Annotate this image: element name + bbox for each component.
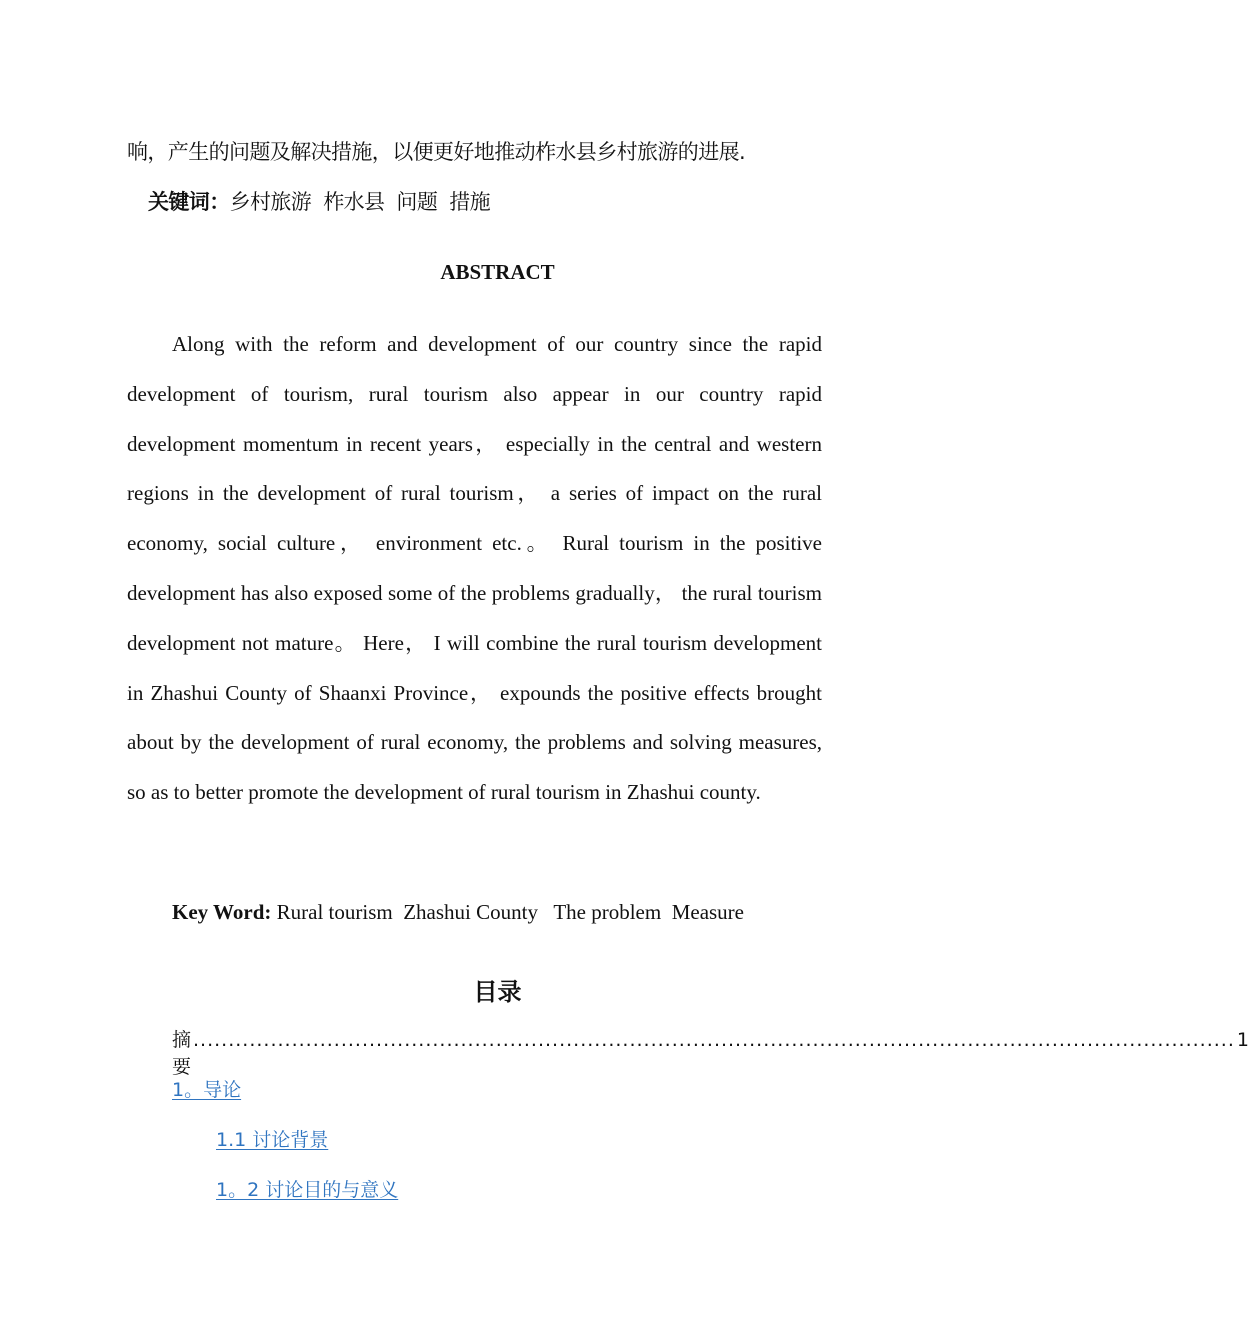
abstract-heading: ABSTRACT [440,260,555,284]
chinese-keyword: 乡村旅游 [229,190,312,214]
abstract-body: Along with the reform and development of our country since the rapid development of tourism, rural tourism also appear in our country rapid development momentum in recent years， especially in the central and western regions in the development of rural tourism， a series of impact on the rural economy, social culture， environment etc.。 Rural tourism in the positive development has also exposed some of the problems gradually， the rural tourism development not mature。 Here， I will combine the rural tourism development in Zhashui County of Shaanxi Province， expounds the positive effects brought about by the development of rural economy, the problems and solving measures, so as to better promote the development of rural tourism in Zhashui county. [127,332,822,805]
chinese-keywords-label: 关键词： [148,190,230,214]
chinese-keyword: 柞水县 [323,190,385,214]
toc-heading: 目录 [473,978,522,1006]
chinese-keyword: 问题 [396,190,438,214]
toc-link-background[interactable]: 1.1 讨论背景 [216,1129,329,1151]
toc-leader-dots: .................................................................................................................................................... [193,1029,1235,1051]
chinese-keywords [148,186,490,216]
toc-entry-page: 1 [1236,1029,1249,1051]
english-keywords [172,900,744,925]
chinese-abstract-last-line: 响，产生的问题及解决措施，以便更好地推动柞水县乡村旅游的进展. [127,140,746,164]
english-keywords-label: Key Word: [172,900,272,924]
toc-entry-label: 摘要 [172,1029,192,1078]
toc-link-purpose[interactable]: 1。2 讨论目的与意义 [216,1179,399,1201]
toc-entry-abstract[interactable] [172,1025,1249,1079]
english-keywords-text: Rural tourism Zhashui County The problem Measure [276,900,744,924]
chinese-keyword: 措施 [449,190,491,214]
toc-link-introduction[interactable]: 1。导论 [172,1079,242,1101]
